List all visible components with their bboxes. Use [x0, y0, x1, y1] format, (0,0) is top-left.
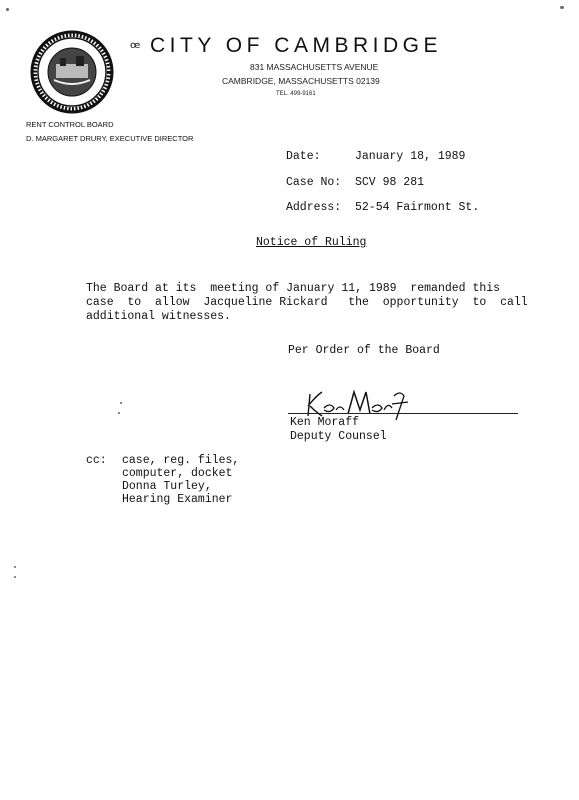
case-label: Case No:: [286, 176, 342, 189]
cc-line: Hearing Examiner: [122, 493, 233, 506]
city-name: CITY OF CAMBRIDGE: [150, 34, 442, 57]
signer-name: Ken Moraff: [290, 416, 360, 429]
address-line-2: CAMBRIDGE, MASSACHUSETTS 02139: [222, 76, 380, 86]
case-value: SCV 98 281: [355, 176, 425, 189]
notice-title: Notice of Ruling: [256, 236, 367, 249]
signature-line: [288, 413, 518, 414]
body-line-1: The Board at its meeting of January 11, 1989 remanded this: [86, 282, 501, 295]
closing-line: Per Order of the Board: [288, 344, 440, 357]
scan-speck: [14, 566, 16, 568]
city-seal-icon: [30, 30, 114, 114]
scan-speck: [560, 6, 564, 9]
letterhead-mark-icon: ꟹ: [130, 40, 141, 57]
department-name: RENT CONTROL BOARD: [26, 120, 114, 129]
body-line-3: additional witnesses.: [86, 310, 231, 323]
date-value: January 18, 1989: [355, 150, 466, 163]
telephone: TEL. 499-9161: [276, 91, 316, 97]
date-label: Date:: [286, 150, 321, 163]
address-value: 52-54 Fairmont St.: [355, 201, 480, 214]
scan-speck: [14, 576, 16, 578]
executive-director: D. MARGARET DRURY, EXECUTIVE DIRECTOR: [26, 134, 194, 143]
scan-speck: [120, 402, 122, 404]
address-line-1: 831 MASSACHUSETTS AVENUE: [250, 62, 379, 72]
cc-line: Donna Turley,: [122, 480, 212, 493]
scan-speck: [118, 412, 120, 414]
scan-speck: [6, 8, 9, 11]
body-line-2: case to allow Jacqueline Rickard the opportunity to call: [86, 296, 528, 309]
cc-line: computer, docket: [122, 467, 233, 480]
cc-label: cc:: [86, 454, 107, 467]
signer-title: Deputy Counsel: [290, 430, 387, 443]
cc-line: case, reg. files,: [122, 454, 240, 467]
address-label: Address:: [286, 201, 342, 214]
